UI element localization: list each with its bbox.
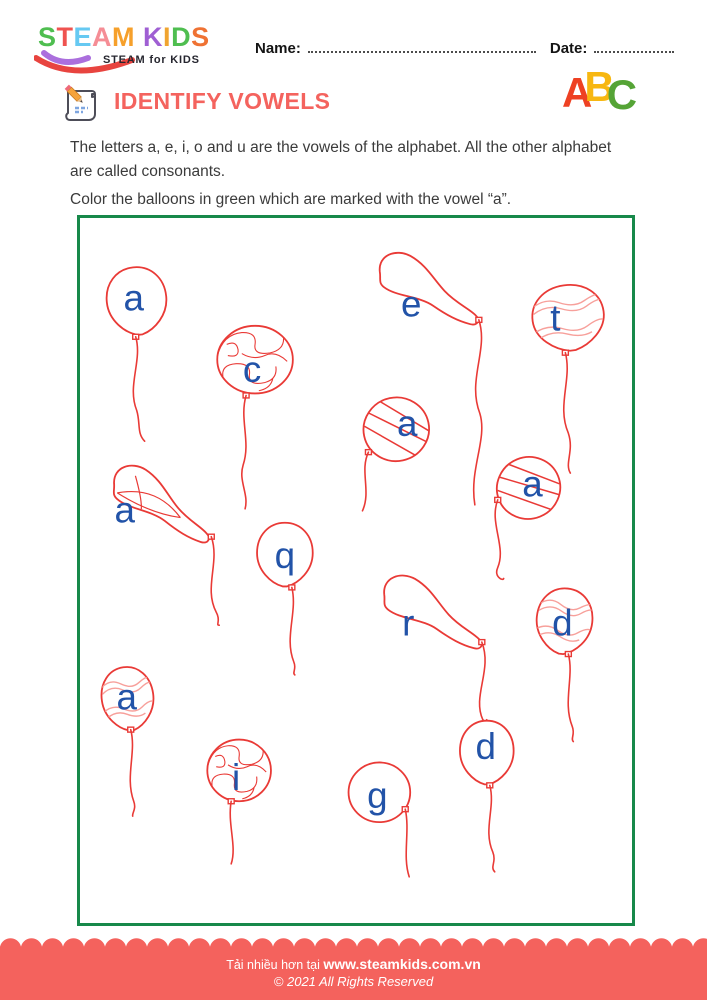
footer-site-url: www.steamkids.com.vn: [323, 956, 481, 972]
name-date-row: [255, 38, 685, 57]
name-label: Name:: [255, 40, 301, 57]
letter-glyph: A: [562, 69, 593, 116]
balloon-string: [290, 587, 295, 675]
balloon-letter: i: [232, 756, 241, 798]
balloon-string: [230, 801, 233, 864]
intro-paragraph: The letters a, e, i, o and u are the vowels of the alphabet. All the other alphabet are called consonants.: [70, 138, 612, 180]
letter-glyph: B: [584, 63, 615, 110]
date-label: Date:: [549, 40, 588, 57]
balloon-d-2[interactable]: [460, 721, 514, 872]
balloon-e[interactable]: [372, 249, 490, 505]
letter-glyph: S: [191, 22, 210, 52]
balloon-letter: g: [367, 774, 388, 816]
date-input-line[interactable]: [594, 38, 674, 53]
name-input-line[interactable]: [308, 38, 536, 53]
letter-glyph: [135, 22, 143, 52]
letter-glyph: E: [73, 22, 93, 52]
balloon-a-3[interactable]: [488, 447, 570, 579]
balloon-letter: a: [114, 489, 135, 531]
letter-glyph: M: [112, 22, 136, 52]
logo-subtitle: STEAM for KIDS: [103, 54, 200, 66]
balloon-g[interactable]: [349, 762, 411, 876]
balloon-a-2[interactable]: [358, 391, 435, 511]
logo-wordmark: [38, 24, 238, 51]
balloon-d-1[interactable]: [533, 586, 595, 742]
balloon-letter: t: [550, 297, 561, 339]
balloon-string: [242, 395, 246, 508]
balloon-string: [133, 337, 144, 441]
balloon-letter: a: [116, 676, 137, 718]
page-title: IDENTIFY VOWELS: [114, 87, 331, 114]
letter-glyph: A: [92, 22, 113, 52]
balloon-letter: e: [400, 283, 422, 325]
pencil-paper-icon: [60, 79, 104, 123]
balloon-string: [211, 537, 219, 626]
balloon-letter: c: [242, 349, 262, 391]
balloon-letter: q: [274, 535, 296, 577]
instruction-paragraph: Color the balloons in green which are marked with the vowel “a”.: [70, 190, 512, 208]
title-row: [60, 78, 330, 124]
letter-glyph: S: [38, 22, 57, 52]
balloon-r[interactable]: [376, 571, 494, 721]
balloon-string: [568, 654, 573, 742]
balloon-a-4[interactable]: [104, 461, 223, 626]
balloon-string: [130, 730, 134, 817]
balloon-a-5[interactable]: [98, 664, 158, 816]
footer-copyright: © 2021 All Rights Reserved: [273, 974, 434, 989]
balloon-letter: a: [396, 402, 418, 444]
balloon-letter: a: [123, 277, 144, 319]
balloon-i[interactable]: [207, 740, 271, 864]
letter-glyph: C: [606, 71, 638, 118]
balloon-letter: r: [402, 602, 415, 644]
balloon-string: [480, 642, 487, 721]
balloon-canvas: [80, 218, 632, 923]
footer-prefix: Tải nhiều hơn tại: [226, 958, 324, 972]
abc-decoration: [562, 63, 638, 118]
balloon-string: [405, 809, 409, 877]
balloon-c[interactable]: [217, 326, 293, 509]
letter-glyph: T: [56, 22, 74, 52]
balloon-string: [489, 785, 495, 872]
balloon-letter: a: [522, 463, 543, 505]
balloon-string: [474, 320, 482, 505]
footer-band: [0, 948, 707, 1000]
balloon-string: [495, 500, 504, 579]
balloon-a-1[interactable]: [103, 264, 169, 441]
letter-glyph: I: [163, 22, 172, 52]
letter-glyph: D: [171, 22, 192, 52]
footer-download-line: [0, 956, 707, 972]
balloon-letter: d: [552, 602, 573, 644]
letter-glyph: K: [143, 22, 164, 52]
steamkids-logo: [38, 22, 238, 66]
worksheet-box: [77, 215, 635, 926]
balloon-q[interactable]: [257, 523, 313, 675]
balloon-t[interactable]: [528, 280, 608, 473]
balloon-string: [564, 353, 571, 473]
balloon-letter: d: [475, 726, 497, 768]
balloon-string: [362, 452, 368, 511]
